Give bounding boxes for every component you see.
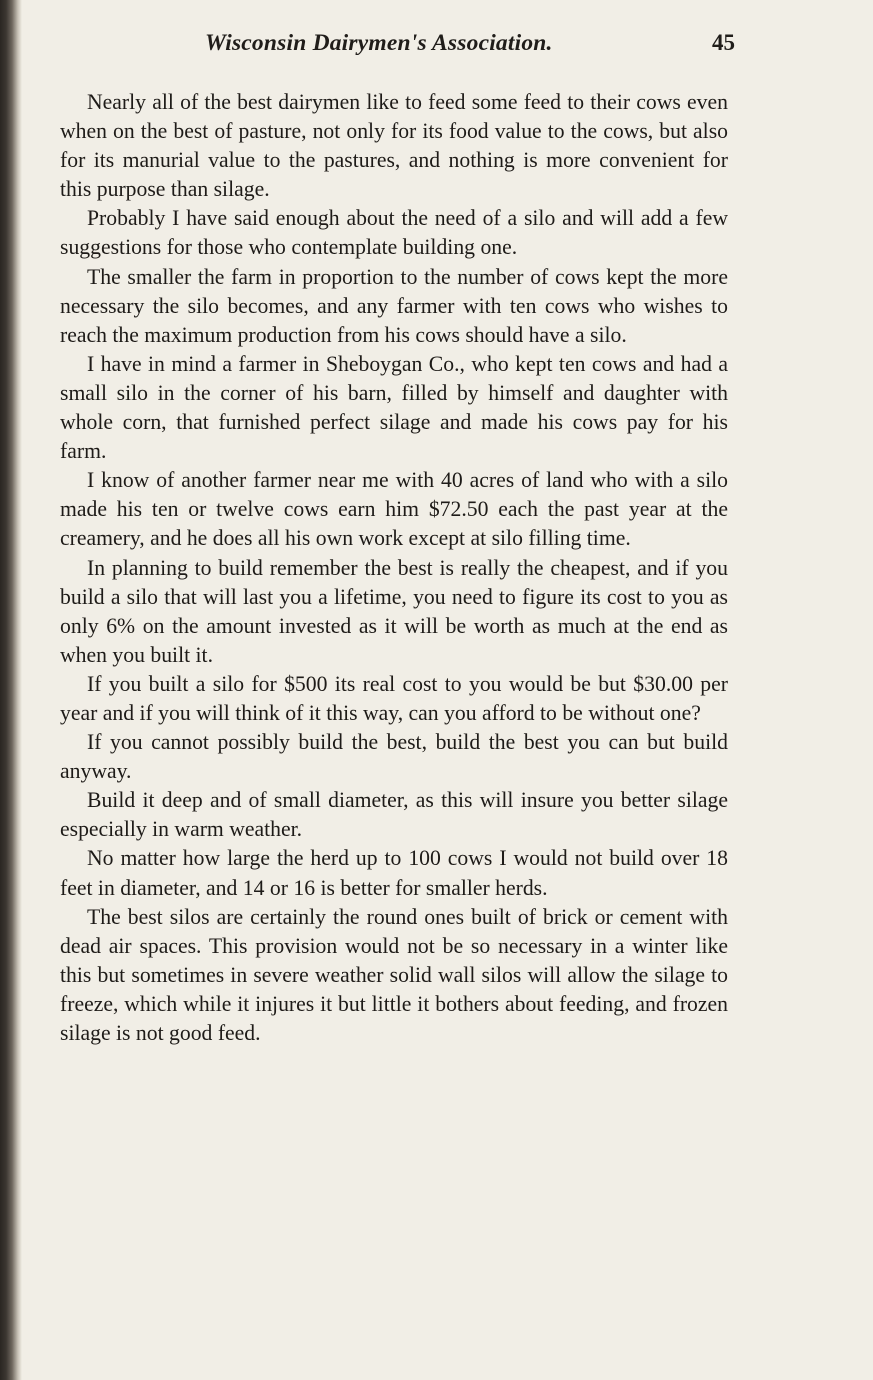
paragraph: If you built a silo for $500 its real cost to you would be but $30.00 per year and if you will think of it this way, can you afford to be without one?: [60, 671, 728, 725]
running-title: Wisconsin Dairymen's Association.: [205, 30, 553, 56]
paragraph: If you cannot possibly build the best, build the best you can but build anyway.: [60, 730, 728, 784]
paragraph: I have in mind a farmer in Sheboygan Co., who kept ten cows and had a small silo in the corner of his barn, filled by himself and daughter with whole corn, that furnished perfect silage and made his cows pay for his farm.: [60, 351, 728, 464]
paragraph: Build it deep and of small diameter, as this will insure you better silage especially in warm weather.: [60, 788, 728, 842]
paragraph: No matter how large the herd up to 100 cows I would not build over 18 feet in diameter, and 14 or 16 is better for smaller herds.: [60, 846, 728, 900]
paragraph: Probably I have said enough about the need of a silo and will add a few suggestions for those who contemplate building one.: [60, 206, 728, 260]
page-number: 45: [712, 30, 735, 55]
running-header: [150, 30, 735, 66]
paragraph: The smaller the farm in proportion to the number of cows kept the more necessary the silo becomes, and any farmer with ten cows who wishes to reach the maximum production from his cows should have a silo.: [60, 264, 728, 347]
paragraph: The best silos are certainly the round ones built of brick or cement with dead air spaces. This provision would not be so necessary in a winter like this but sometimes in severe weather solid wall silos will allow the silage to freeze, which while it injures it but little it bothers about feeding, and frozen silage is not good feed.: [60, 904, 728, 1045]
paragraph: I know of another farmer near me with 40 acres of land who with a silo made his ten or twelve cows earn him $72.50 each the past year at the creamery, and he does all his own work except at silo filling time.: [60, 468, 728, 551]
paragraph: Nearly all of the best dairymen like to feed some feed to their cows even when on the best of pasture, not only for its food value to the cows, but also for its manurial value to the pastures, and nothing is more convenient for this purpose than silage.: [60, 90, 728, 202]
body-text: [60, 88, 728, 1048]
paragraph: In planning to build remember the best is really the cheapest, and if you build a silo that will last you a lifetime, you need to figure its cost to you as only 6% on the amount invested as it will be worth as much at the end as when you built it.: [60, 555, 728, 667]
